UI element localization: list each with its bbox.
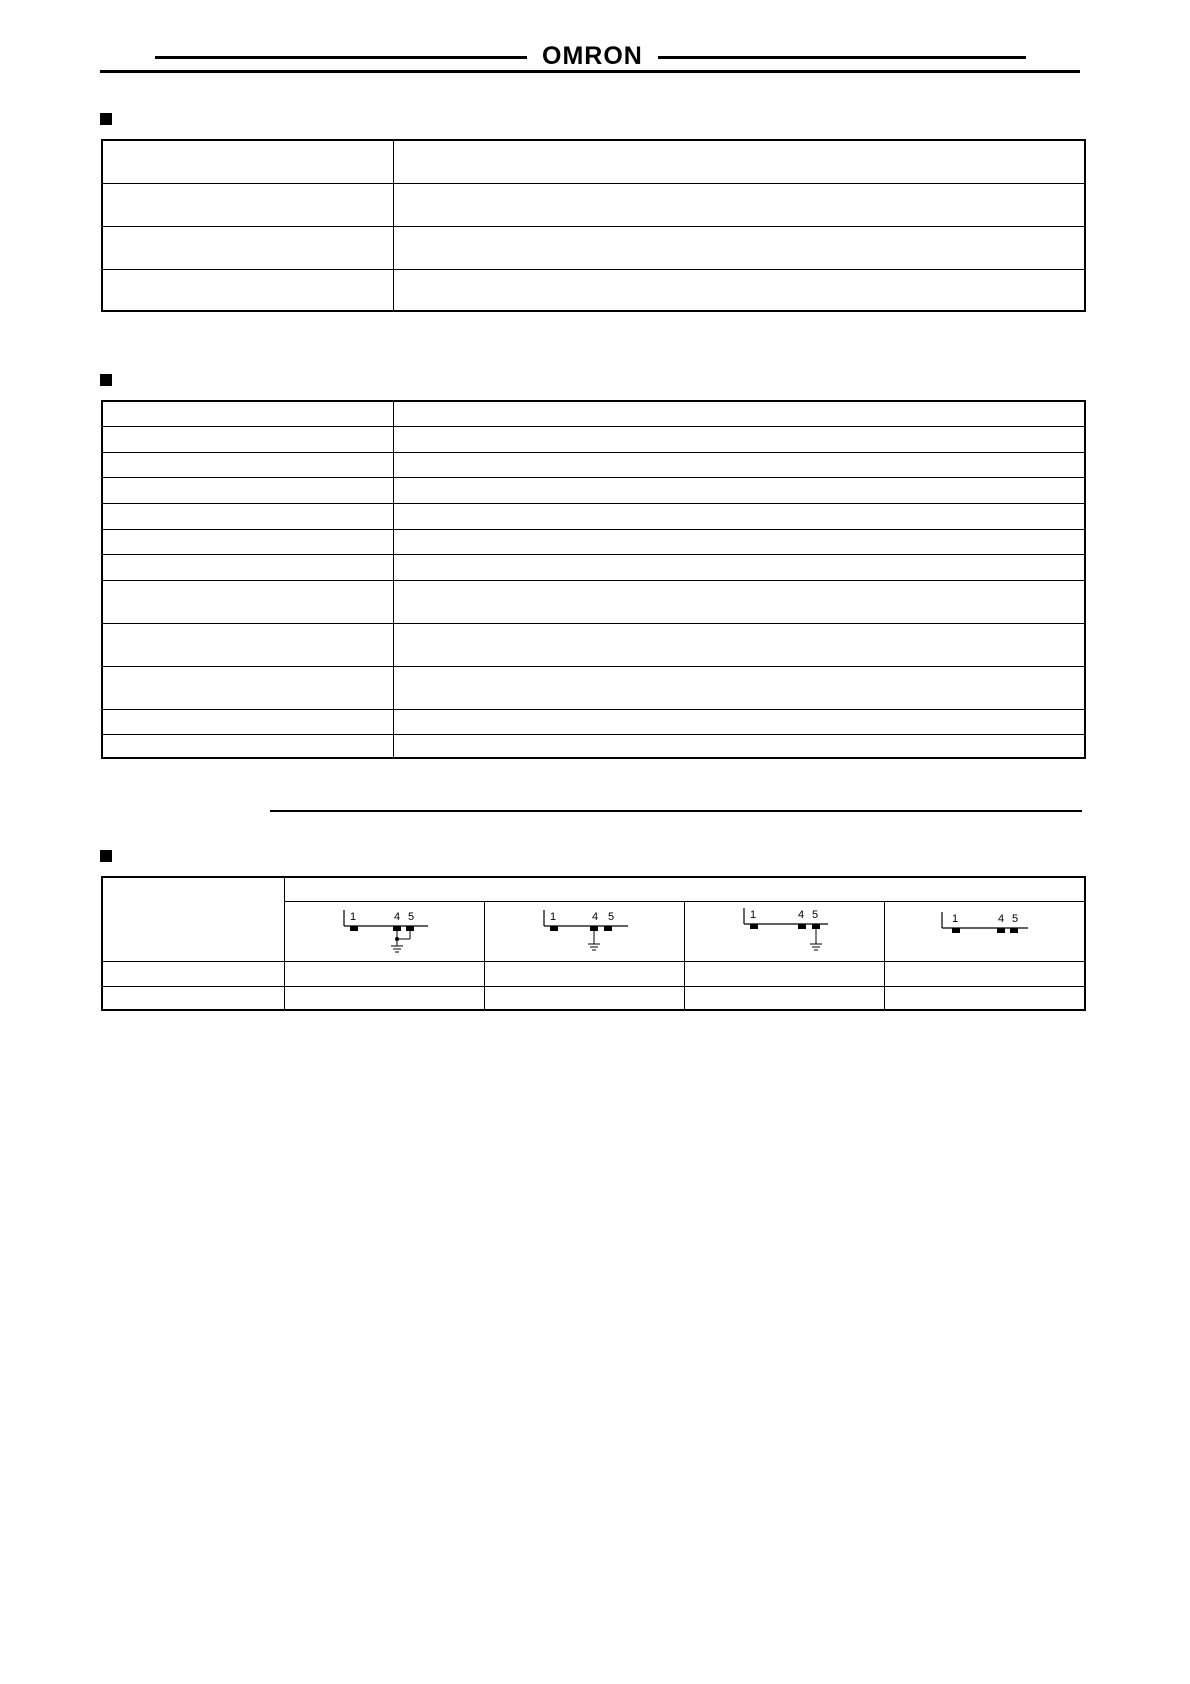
table-row bbox=[102, 269, 1085, 311]
table-row bbox=[102, 709, 1085, 734]
terminal-label: 1 bbox=[750, 909, 757, 921]
terminal-label: 4 bbox=[394, 911, 401, 923]
table-row bbox=[102, 961, 1085, 986]
table-row bbox=[102, 666, 1085, 709]
terminal-diagram-2 bbox=[534, 906, 634, 956]
terminal-label: 4 bbox=[998, 913, 1005, 925]
terminal-diagram-4 bbox=[934, 906, 1034, 956]
section-bullet-3 bbox=[100, 850, 112, 862]
table-row bbox=[102, 580, 1085, 623]
terminal-label: 4 bbox=[798, 909, 805, 921]
table-row bbox=[102, 226, 1085, 269]
terminal-label: 1 bbox=[350, 911, 357, 923]
header-line-right bbox=[658, 56, 1026, 59]
connection-table bbox=[101, 876, 1086, 1011]
table-row bbox=[102, 623, 1085, 666]
table-row bbox=[102, 734, 1085, 758]
diagram-cell bbox=[284, 901, 484, 961]
table-row bbox=[102, 554, 1085, 580]
diagram-cell bbox=[484, 901, 684, 961]
terminal-label: 5 bbox=[812, 909, 819, 921]
table-row bbox=[102, 183, 1085, 226]
table-row bbox=[102, 426, 1085, 452]
spec-table-1 bbox=[101, 139, 1086, 312]
table-row bbox=[102, 503, 1085, 529]
terminal-label: 5 bbox=[408, 911, 415, 923]
terminal-label: 4 bbox=[592, 911, 599, 923]
table-row bbox=[102, 477, 1085, 503]
terminal-label: 5 bbox=[608, 911, 615, 923]
table-row bbox=[102, 877, 1085, 901]
header-rule bbox=[100, 70, 1080, 73]
terminal-diagram-3 bbox=[734, 906, 834, 956]
table-row bbox=[102, 452, 1085, 477]
terminal-label: 5 bbox=[1012, 913, 1019, 925]
terminal-label: 1 bbox=[550, 911, 557, 923]
section-bullet-1 bbox=[100, 113, 112, 125]
table-row bbox=[102, 401, 1085, 426]
terminal-label: 1 bbox=[952, 913, 959, 925]
section-bullet-2 bbox=[100, 374, 112, 386]
terminal-diagram-1 bbox=[334, 906, 434, 956]
diagram-cell bbox=[684, 901, 884, 961]
section-divider-rule bbox=[270, 810, 1082, 812]
spec-table-2 bbox=[101, 400, 1086, 759]
table-row bbox=[102, 529, 1085, 554]
omron-logo: OMRON bbox=[542, 42, 643, 70]
table-row bbox=[102, 140, 1085, 183]
table-row bbox=[102, 986, 1085, 1010]
diagram-cell bbox=[884, 901, 1085, 961]
header-line-left bbox=[155, 56, 527, 59]
